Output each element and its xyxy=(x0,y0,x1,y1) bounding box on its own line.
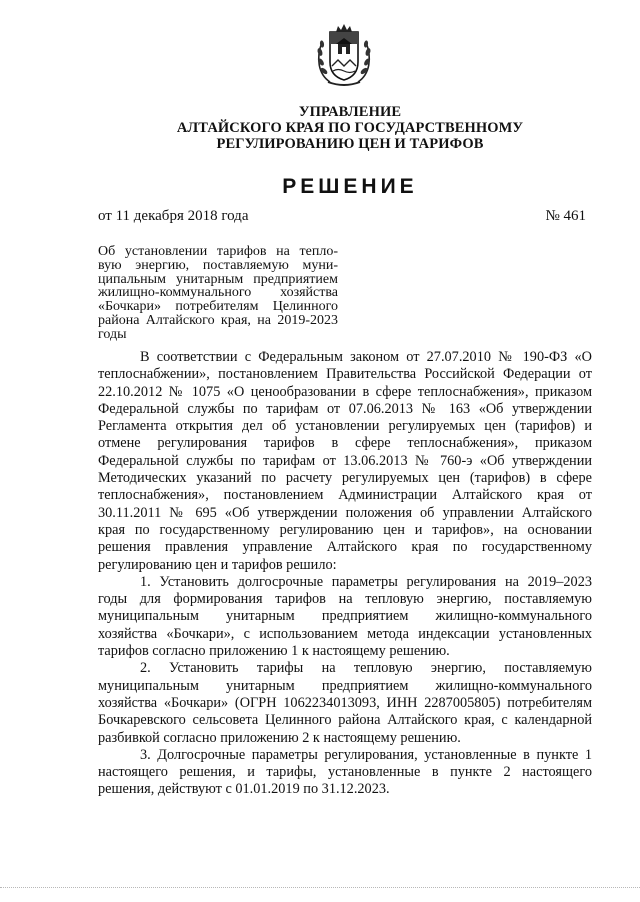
text-line: годы для формирования тарифов на тепловую энергию, поставляемую xyxy=(98,591,592,608)
text-line: решения, действуют с 01.01.2019 по 31.12.2023. xyxy=(98,781,390,798)
document-body xyxy=(98,349,592,799)
document-date: от 11 декабря 2018 года xyxy=(98,208,249,224)
text-line: Бочкаревского сельсовета Целинного района Алтайского края, с календарной xyxy=(98,712,592,729)
document-type-title: РЕШЕНИЕ xyxy=(282,175,418,198)
text-line: Федеральной службы по тарифам от 07.06.2013 № 163 «Об утверждении xyxy=(98,400,592,417)
authority-line-3: РЕГУЛИРОВАНИЮ ЦЕН И ТАРИФОВ xyxy=(216,136,484,152)
authority-line-1: УПРАВЛЕНИЕ xyxy=(298,104,402,120)
subject-line: вую энергию, поставляемую муни- xyxy=(98,257,338,273)
text-line: 22.10.2012 № 1075 «О ценообразовании в сфере теплоснабжения», приказом xyxy=(98,383,592,400)
subject-line: годы xyxy=(98,326,127,342)
page-bottom-divider xyxy=(0,887,640,888)
text-line: В соответствии с Федеральным законом от 27.07.2010 № 190-ФЗ «О xyxy=(140,349,592,365)
preamble-paragraph xyxy=(98,349,592,574)
clause-1-paragraph xyxy=(98,574,592,660)
text-line: 3. Долгосрочные параметры регулирования, установленные в пункте 1 xyxy=(140,746,592,763)
text-line: тарифов согласно приложению 1 к настоящему решению. xyxy=(98,643,450,660)
text-line: хозяйства «Бочкари» (ОГРН 1062234013093, ИНН 2287005805) потребителям xyxy=(98,694,592,711)
document-number: № 461 xyxy=(545,208,586,224)
text-line: решения правления управление Алтайского края по государственному xyxy=(98,539,592,556)
text-line: теплоснабжении», постановлением Правительства Российской Федерации от xyxy=(98,366,592,383)
issuing-authority xyxy=(120,104,580,152)
subject-line: «Бочкари» потребителям Целинного xyxy=(98,299,338,315)
text-line: муниципальным унитарным предприятием жилищно-коммунального xyxy=(98,608,592,625)
text-line: муниципальным унитарным предприятием жилищно-коммунального xyxy=(98,677,592,694)
text-line: отмене регулирования тарифов в сфере теплоснабжения», приказом xyxy=(98,435,592,452)
text-line: 2. Установить тарифы на тепловую энергию, поставляемую xyxy=(140,660,592,677)
subject-line: ципальным унитарным предприятием xyxy=(98,271,338,287)
text-line: 30.11.2011 № 695 «Об утверждении положения об управлении Алтайского xyxy=(98,504,592,521)
text-line: Методических указаний по расчету регулируемых цен (тарифов) в сфере xyxy=(98,470,592,487)
text-line: Регламента открытия дел об установлении регулируемых цен (тарифов) и xyxy=(98,418,592,435)
text-line: хозяйства «Бочкари», с использованием метода индексации установленных xyxy=(98,625,592,642)
subject-line: района Алтайского края, на 2019-2023 xyxy=(98,312,338,328)
authority-line-2: АЛТАЙСКОГО КРАЯ ПО ГОСУДАРСТВЕННОМУ xyxy=(176,120,524,136)
text-line: настоящего решения, и тарифы, установленные в пункте 2 настоящего xyxy=(98,764,592,781)
document-subject xyxy=(98,245,338,342)
text-line: разбивкой согласно приложению 2 к настоящему решению. xyxy=(98,729,461,746)
text-line: края по государственному регулированию цен и тарифов», на основании xyxy=(98,521,592,538)
clause-2-paragraph xyxy=(98,660,592,746)
text-line: Федеральной службы по тарифам от 13.06.2013 № 760-э «Об утверждении xyxy=(98,452,592,469)
text-line: теплоснабжения», постановлением Администрации Алтайского края от xyxy=(98,487,592,504)
clause-3-paragraph xyxy=(98,747,592,799)
subject-line: жилищно-коммунального хозяйства xyxy=(98,285,338,301)
text-line: регулированию цен и тарифов решило: xyxy=(98,556,337,573)
subject-line: Об установлении тарифов на тепло- xyxy=(98,244,338,259)
coat-of-arms-emblem-icon xyxy=(312,22,376,90)
text-line: 1. Установить долгосрочные параметры регулирования на 2019–2023 xyxy=(140,573,592,590)
